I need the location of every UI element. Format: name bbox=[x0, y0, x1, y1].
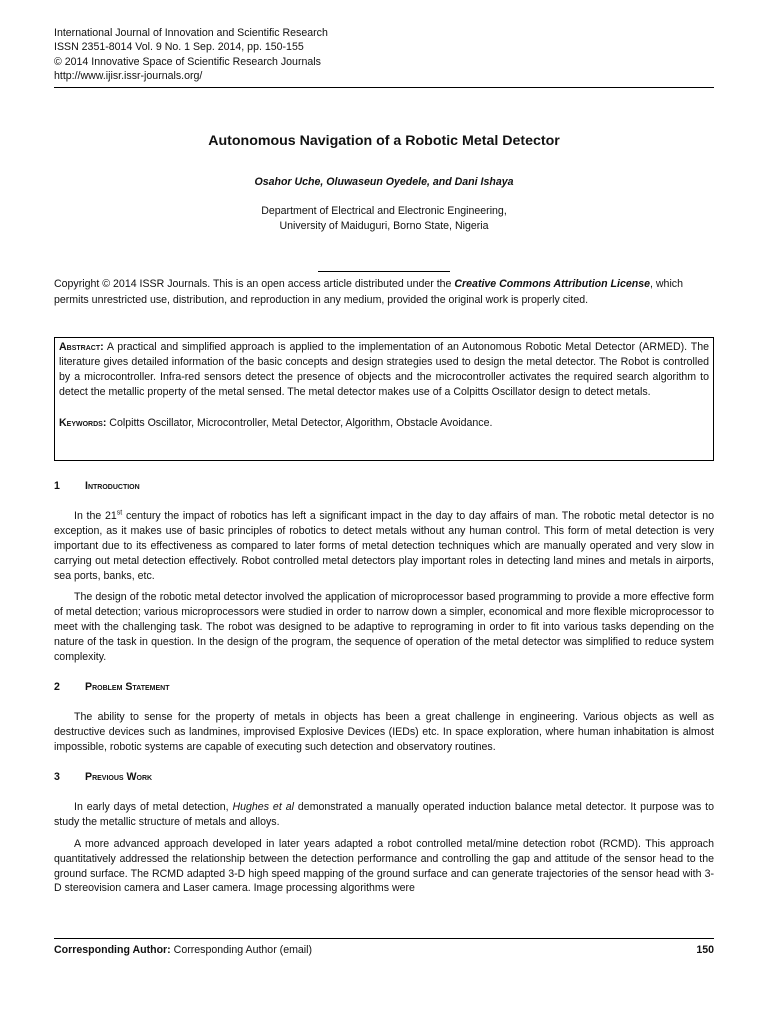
page-number: 150 bbox=[696, 944, 714, 956]
affiliation bbox=[54, 204, 714, 234]
affiliation-line-1: Department of Electrical and Electronic Engineering, bbox=[261, 205, 507, 217]
abstract-box bbox=[54, 337, 714, 461]
keywords-paragraph bbox=[59, 416, 709, 431]
section-problem-statement bbox=[54, 680, 714, 755]
section-heading bbox=[54, 479, 714, 494]
copyright-suffix: , which permits unrestricted use, distribution, and reproduction in any medium, provided the original work is properly cited. bbox=[54, 278, 683, 306]
previous-p1-start: In early days of metal detection, bbox=[74, 800, 233, 813]
ordinal-suffix: st bbox=[116, 509, 123, 517]
issn-line: ISSN 2351-8014 Vol. 9 No. 1 Sep. 2014, pp. 150-155 bbox=[54, 41, 304, 54]
section-heading bbox=[54, 770, 714, 785]
license-name: Creative Commons Attribution License bbox=[454, 278, 651, 290]
section-number: 3 bbox=[54, 771, 60, 783]
copyright-prefix: Copyright © 2014 ISSR Journals. This is an open access article distributed under the bbox=[54, 278, 455, 290]
page-footer bbox=[54, 944, 714, 956]
corresponding-author-label: Corresponding Author: bbox=[54, 944, 171, 956]
journal-url: http://www.ijisr.issr-journals.org/ bbox=[54, 70, 203, 83]
previous-p1-rest: demonstrated a manually operated induction balance metal detector. It purpose was to study the metallic structure of metals and alloys. bbox=[54, 800, 715, 828]
previous-paragraph-1 bbox=[54, 800, 714, 830]
intro-p1-start: In the 21 bbox=[74, 509, 117, 522]
corresponding-author-value: Corresponding Author (email) bbox=[170, 944, 313, 956]
journal-header bbox=[54, 26, 714, 84]
intro-paragraph-2: The design of the robotic metal detector involved the application of microprocessor based programming to provide a more effective form of metal detection; various microprocessors were studied in order to narrow down a simpler, economical and more flexible microprocessor to meet with the challenging task. The robot was designed to be adaptive to reprograming in order to fit into various tasks depending on the nature of the task in question. In the design of the program, the sequence of operation of the metal detector was simplified to reduce system complexity. bbox=[54, 591, 714, 664]
intro-p1-rest: century the impact of robotics has left a significant impact in the day to day affairs of man. The robotic metal detector is no exception, as it makes use of basic principles of robotics to detect metals without any human control. This form of metal detection is very important due to its effectiveness as compared to later forms of metal detection techniques which are manually operated and very slow in carrying out metal detection effectively. Robot controlled metal detectors play important roles in detecting land mines and metals in airports, sea ports, banks, etc. bbox=[54, 509, 715, 582]
header-divider bbox=[54, 87, 714, 88]
section-title: Introduction bbox=[85, 480, 140, 492]
copyright-notice bbox=[54, 277, 714, 308]
footer-divider bbox=[54, 938, 714, 939]
paper-title: Autonomous Navigation of a Robotic Metal Detector bbox=[208, 133, 560, 149]
problem-paragraph-1: The ability to sense for the property of metals in objects has been a great challenge in engineering. Various objects as well as destructive devices such as landmines, improvised Explosive Devices (IEDs) etc. In space exploration, where human inhabitation is almost impossible, robotic systems are capable of executing such detection and observatory routines. bbox=[54, 710, 714, 753]
section-number: 2 bbox=[54, 681, 60, 693]
abstract-text: A practical and simplified approach is applied to the implementation of an Autonomous Robotic Metal Detector (ARMED). The literature gives detailed information of the basic concepts and design strategies used to design the metal detector. The Robot is controlled by a microcontroller. Infra-red sensors detect the presence of objects and the microcontroller activates the required search algorithm to detect the metallic property of the metal sensed. The metal detector makes use of a Colpitts Oscillator design to detect metals. bbox=[59, 341, 709, 398]
section-title: Problem Statement bbox=[85, 681, 170, 693]
abstract-label: Abstract: bbox=[59, 341, 104, 353]
short-divider bbox=[318, 271, 450, 272]
section-heading bbox=[54, 680, 714, 695]
cited-authors: Hughes et al bbox=[232, 800, 294, 813]
section-title: Previous Work bbox=[85, 771, 153, 783]
journal-name: International Journal of Innovation and Scientific Research bbox=[54, 27, 328, 39]
author-list: Osahor Uche, Oluwaseun Oyedele, and Dani Ishaya bbox=[254, 176, 514, 188]
header-copyright: © 2014 Innovative Space of Scientific Research Journals bbox=[54, 55, 321, 68]
intro-paragraph-1 bbox=[54, 509, 714, 584]
section-introduction bbox=[54, 479, 714, 665]
abstract-paragraph bbox=[59, 340, 709, 400]
section-number: 1 bbox=[54, 480, 60, 492]
keywords-label: Keywords: bbox=[59, 416, 107, 429]
previous-paragraph-2: A more advanced approach developed in later years adapted a robot controlled metal/mine detection robot (RCMD). This approach quantitatively addressed the relationship between the detection performance and controlling the gap and attitude of the sensor head to the ground surface. The RCMD adapted 3-D high speed mapping of the ground surface and can generate trajectories of the sensor head with 3-D stereovision camera and Laser camera. Image processing algorithms were bbox=[54, 837, 714, 895]
affiliation-line-2: University of Maiduguri, Borno State, Nigeria bbox=[279, 220, 489, 232]
section-previous-work bbox=[54, 770, 714, 896]
keywords-text: Colpitts Oscillator, Microcontroller, Metal Detector, Algorithm, Obstacle Avoidance. bbox=[106, 416, 493, 429]
